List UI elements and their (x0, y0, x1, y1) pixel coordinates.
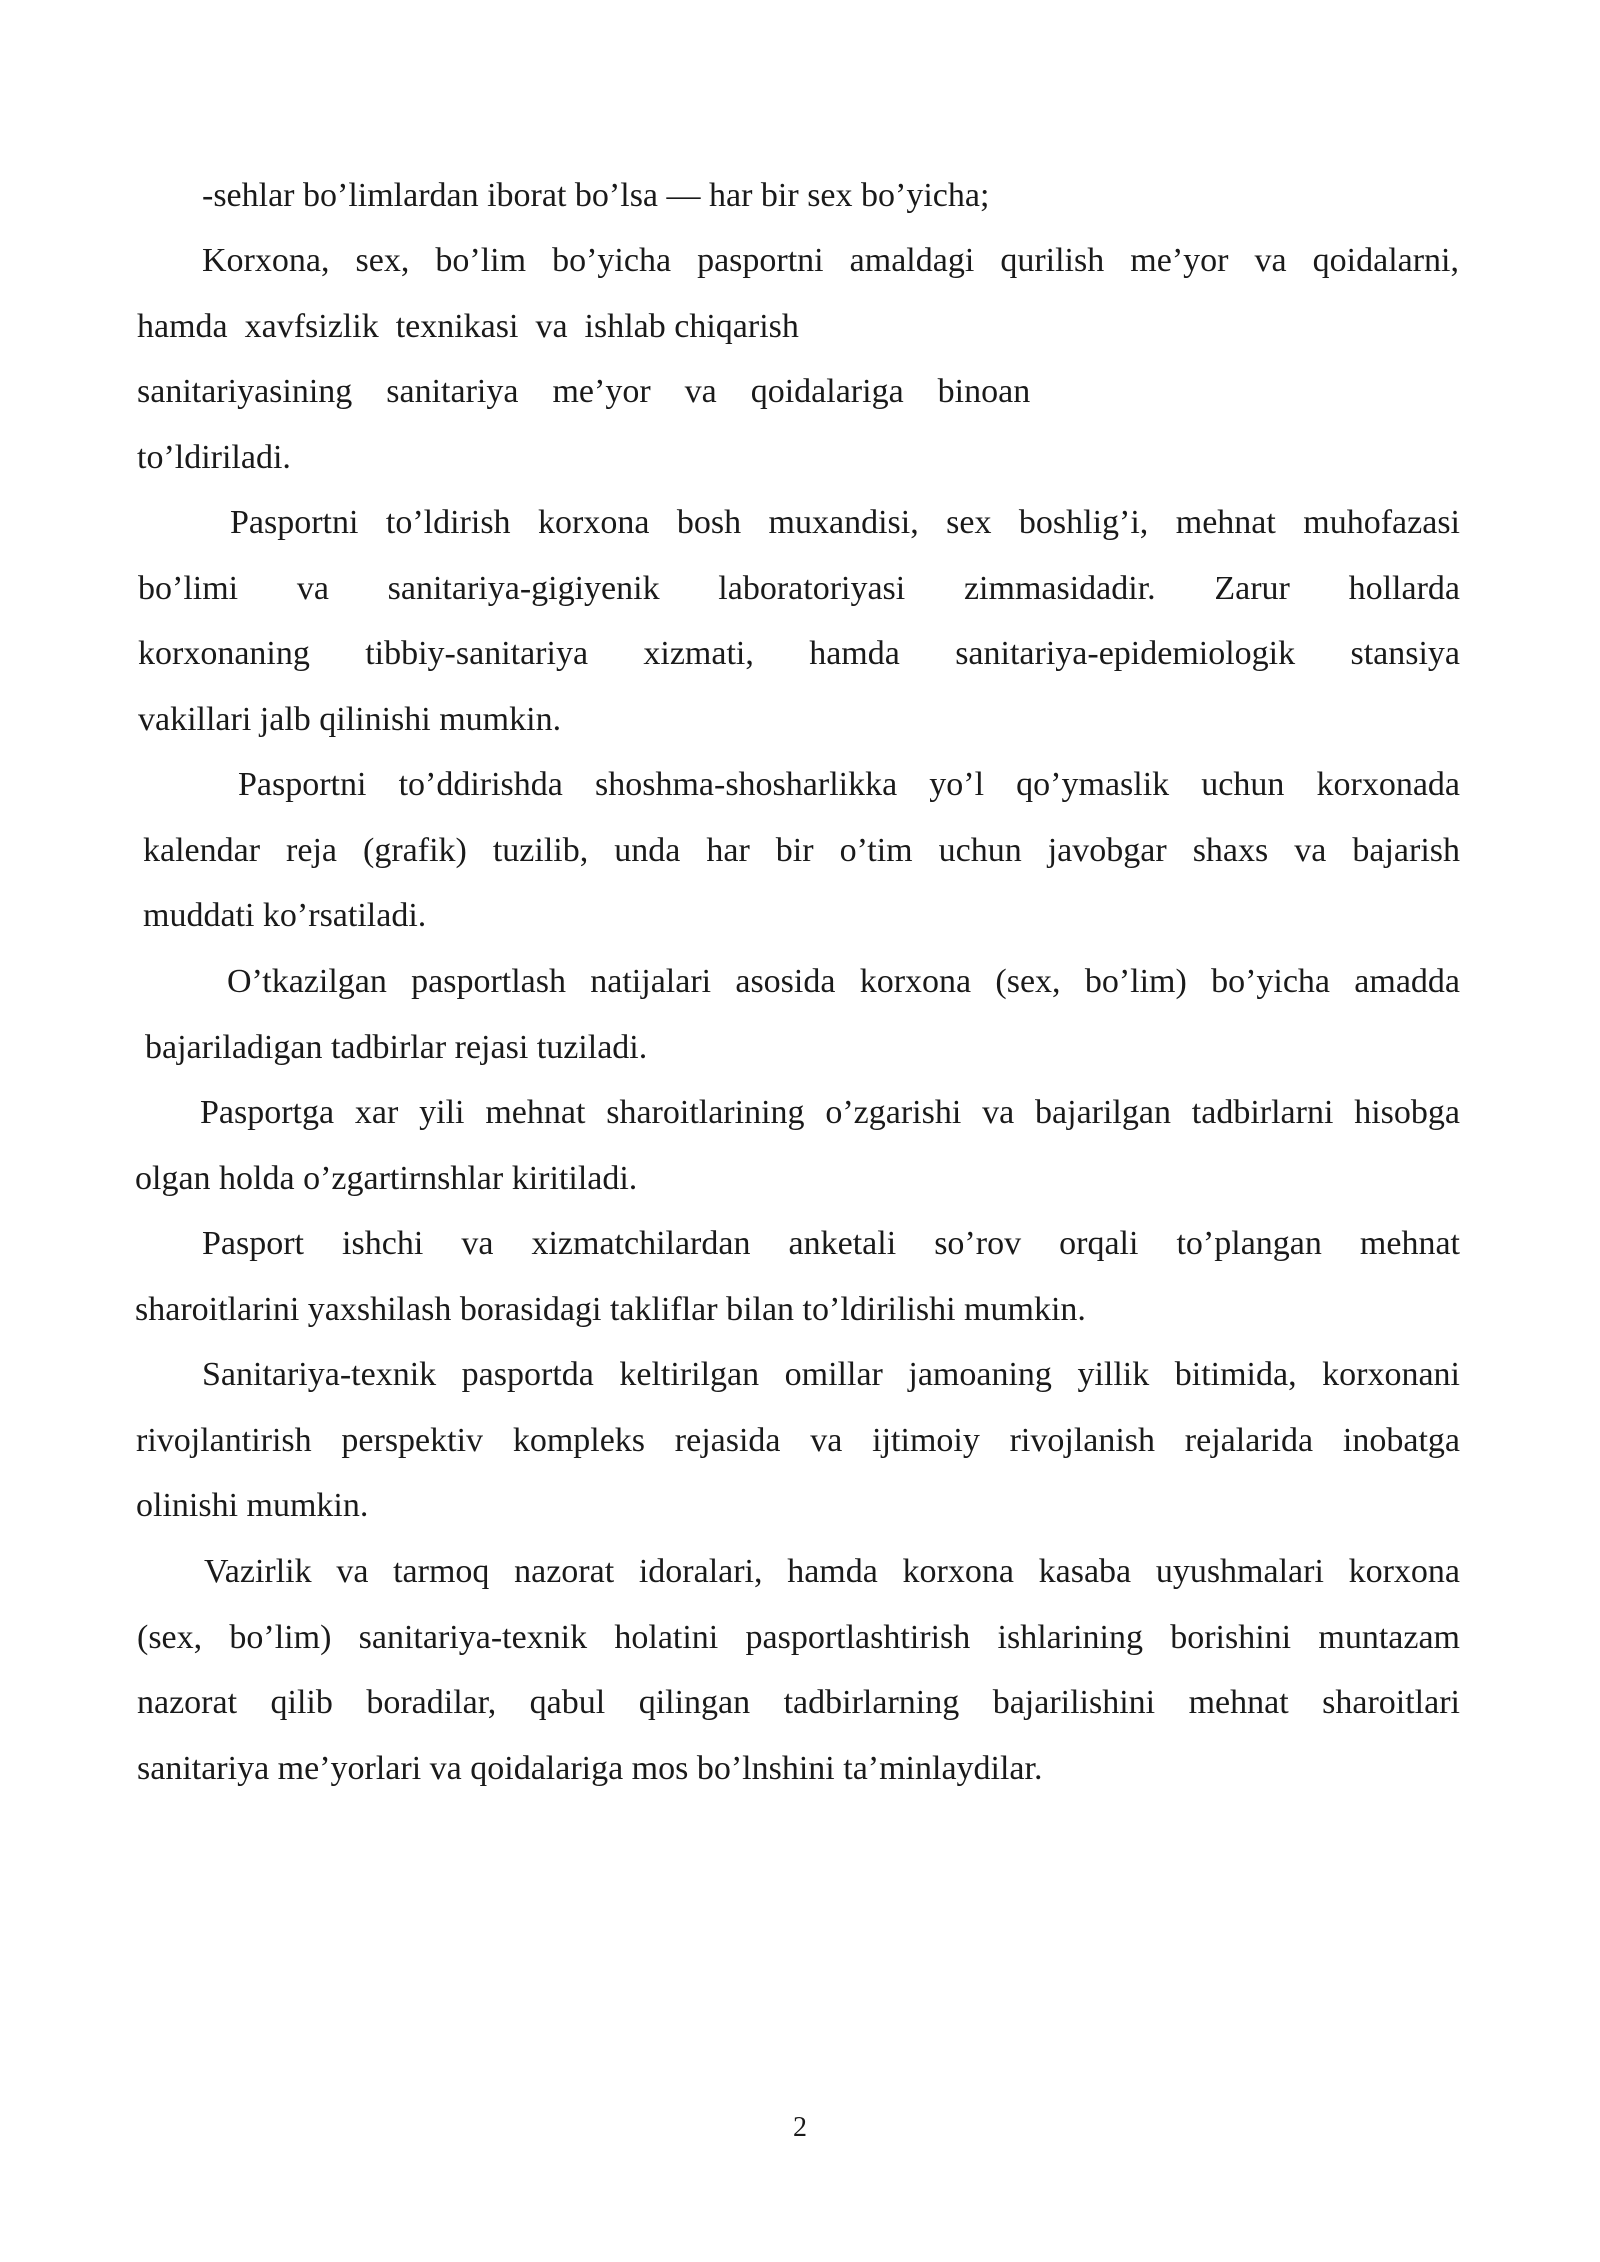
text-line: Pasport ishchi va xizmatchilardan anketali so’rov orqali to’plangan mehnat (202, 1225, 1460, 1262)
text-line: nazorat qilib boradilar, qabul qilingan tadbirlarning bajarilishini mehnat sharoitlari (137, 1684, 1460, 1721)
text-line: Pasportni to’ddirishda shoshma-shosharlikka yo’l qo’ymaslik uchun korxonada (238, 766, 1460, 803)
text-line: rivojlantirish perspektiv kompleks rejasida va ijtimoiy rivojlanish rejalarida inobatga (136, 1421, 1460, 1459)
text-line: bo’limi va sanitariya-gigiyenik laboratoriyasi zimmasidadir. Zarur hollarda (138, 569, 1460, 607)
paragraph-1 (202, 163, 1462, 229)
text-line: sanitariyasining sanitariya me’yor va qoidalariga binoan (137, 373, 1031, 410)
text-line: korxonaning tibbiy-sanitariya xizmati, hamda sanitariya-epidemiologik stansiya (138, 635, 1460, 672)
text-line: muddati ko’rsatiladi. (143, 897, 427, 934)
text-line: olgan holda o’zgartirnshlar kiritiladi. (135, 1159, 638, 1197)
text-line: -sehlar bo’limlardan iborat bo’lsa — har bir sex bo’yicha; (202, 177, 990, 214)
paragraph-8 (136, 1342, 1460, 1539)
text-line: vakillari jalb qilinishi mumkin. (138, 700, 562, 738)
text-line: sanitariya me’yorlari va qoidalariga mos bo’lnshini ta’minlaydilar. (137, 1749, 1043, 1787)
paragraph-2 (137, 228, 1459, 490)
paragraph-7 (135, 1211, 1460, 1342)
text-line: to’ldiriladi. (137, 438, 291, 476)
text-line: olinishi mumkin. (136, 1487, 369, 1524)
paragraph-6 (135, 1080, 1460, 1211)
text-line: sharoitlarini yaxshilash borasidagi takliflar bilan to’ldirilishi mumkin. (135, 1290, 1086, 1328)
text-line: Pasportni to’ldirish korxona bosh muxandisi, sex boshlig’i, mehnat muhofazasi (230, 504, 1460, 541)
text-line: hamda xavfsizlik texnikasi va ishlab chiqarish (137, 307, 799, 345)
text-line: Korxona, sex, bo’lim bo’yicha pasportni amaldagi qurilish me’yor va qoidalarni, (202, 242, 1459, 279)
text-line: Vazirlik va tarmoq nazorat idoralari, hamda korxona kasaba uyushmalari korxona (204, 1553, 1460, 1590)
page-number: 2 (793, 2112, 807, 2143)
text-line: O’tkazilgan pasportlash natijalari asosida korxona (sex, bo’lim) bo’yicha amadda (227, 963, 1460, 1000)
paragraph-9 (137, 1539, 1460, 1801)
text-line: Pasportga xar yili mehnat sharoitlarining o’zgarishi va bajarilgan tadbirlarni hisobga (200, 1094, 1460, 1131)
text-line: Sanitariya-texnik pasportda keltirilgan omillar jamoaning yillik bitimida, korxonani (202, 1356, 1460, 1393)
paragraph-5 (145, 949, 1460, 1080)
paragraph-3 (138, 490, 1460, 752)
text-line: kalendar reja (grafik) tuzilib, unda har bir o’tim uchun javobgar shaxs va bajarish (143, 831, 1460, 869)
text-line: bajariladigan tadbirlar rejasi tuziladi. (145, 1028, 648, 1066)
paragraph-4 (143, 752, 1460, 949)
text-line: (sex, bo’lim) sanitariya-texnik holatini pasportlashtirish ishlarining borishini muntazam (137, 1618, 1460, 1656)
